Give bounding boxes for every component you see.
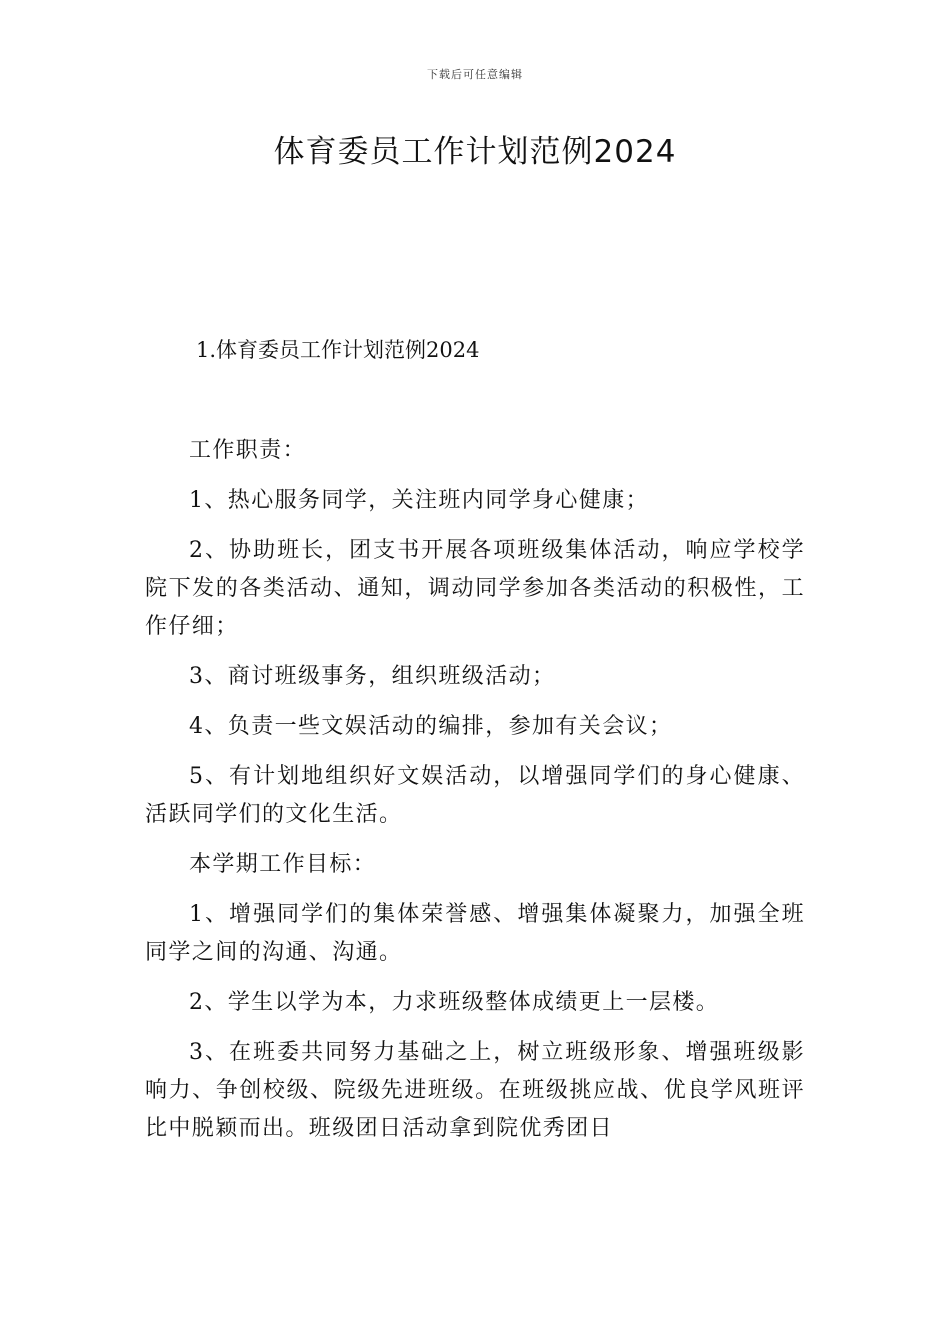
paragraph-goal-1: 1、增强同学们的集体荣誉感、增强集体凝聚力，加强全班同学之间的沟通、沟通。 — [145, 902, 805, 965]
paragraph-duty-1: 1、热心服务同学，关注班内同学身心健康； — [189, 488, 649, 513]
section-heading: 1.体育委员工作计划范例2024 — [196, 338, 480, 362]
paragraph-goals-heading: 本学期工作目标： — [189, 852, 377, 877]
header-note: 下载后可任意编辑 — [427, 68, 523, 81]
document-body — [145, 432, 805, 1160]
paragraph-duties-heading: 工作职责： — [189, 438, 307, 463]
paragraph-duty-4: 4、负责一些文娱活动的编排，参加有关会议； — [189, 714, 673, 739]
paragraph-goal-3: 3、在班委共同努力基础之上，树立班级形象、增强班级影响力、争创校级、院级先进班级。在班级挑应战、优良学风班评比中脱颖而出。班级团日活动拿到院优秀团日 — [145, 1040, 805, 1141]
paragraph-duty-5: 5、有计划地组织好文娱活动，以增强同学们的身心健康、活跃同学们的文化生活。 — [145, 764, 805, 827]
paragraph-goal-2: 2、学生以学为本，力求班级整体成绩更上一层楼。 — [189, 990, 720, 1015]
document-title: 体育委员工作计划范例2024 — [273, 134, 677, 170]
paragraph-duty-3: 3、商讨班级事务，组织班级活动； — [189, 664, 556, 689]
paragraph-duty-2: 2、协助班长，团支书开展各项班级集体活动，响应学校学院下发的各类活动、通知，调动同学参加各类活动的积极性，工作仔细； — [145, 538, 805, 639]
